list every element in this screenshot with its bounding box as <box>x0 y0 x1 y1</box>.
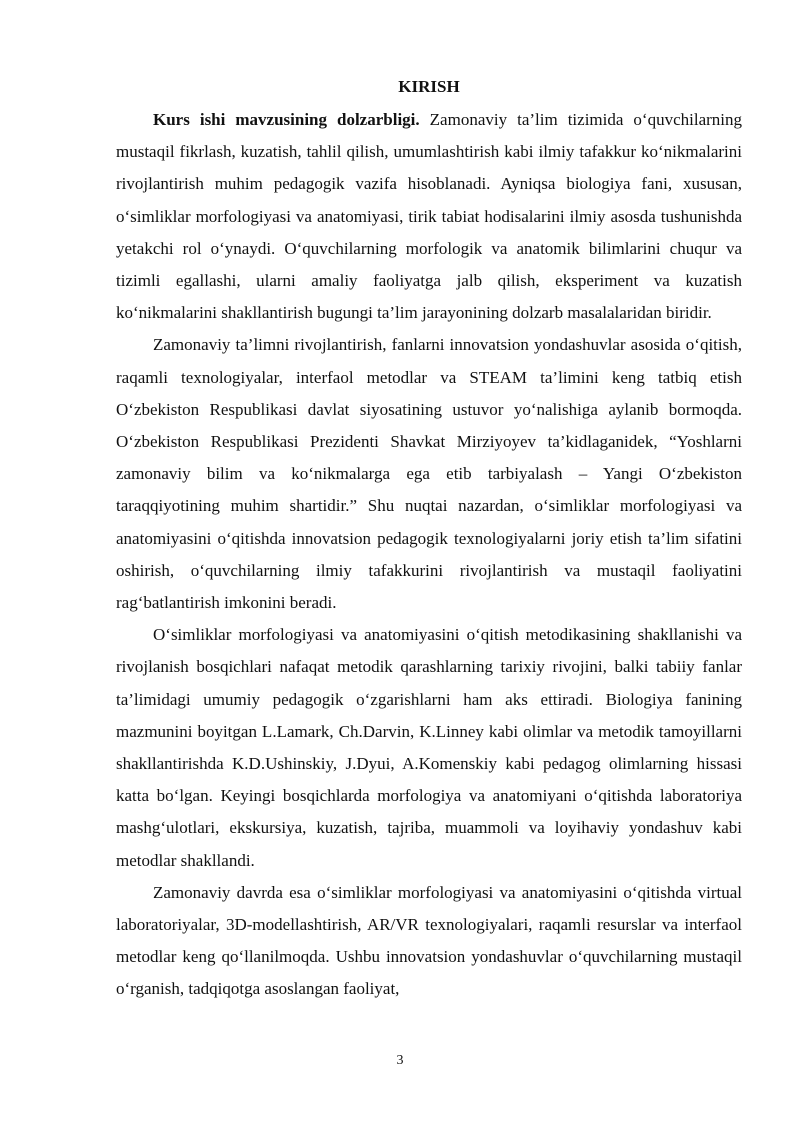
paragraph-text: Zamonaviy davrda esa o‘simliklar morfologiyasi va anatomiyasini o‘qitishda virtual laboratoriyalar, 3D-modellashtirish, AR/VR texnologiyalari, raqamli resurslar va interfaol metodlar keng qo‘llanilmoqda. Ushbu innovatsion yondashuvlar o‘quvchilarning mustaqil o‘rganish, tadqiqotga asoslangan faoliyat, <box>116 882 742 999</box>
page-number: 3 <box>396 1053 404 1068</box>
paragraph-innovative-approaches <box>116 877 742 1006</box>
document-page <box>116 74 742 1006</box>
paragraph-modern-education <box>116 329 742 619</box>
paragraph-text: O‘simliklar morfologiyasi va anatomiyasini o‘qitish metodikasining shakllanishi va rivojlanish bosqichlari nafaqat metodik qarashlarning tarixiy rivojini, balki tabiiy fanlar ta’limidagi umumiy pedagogik o‘zgarishlarni ham aks ettiradi. Biologiya fanining mazmunini boyitgan L.Lamark, Ch.Darvin, K.Linney kabi olimlar va metodik tamoyillarni shakllantirishda K.D.Ushinskiy, J.Dyui, A.Komenskiy kabi pedagog olimlarning hissasi katta bo‘lgan. Keyingi bosqichlarda morfologiya va anatomiyani o‘qitishda laboratoriya mashg‘ulotlari, ekskursiya, kuzatish, tajriba, muammoli va loyihaviy yondashuv kabi metodlar shakllandi. <box>116 625 742 870</box>
paragraph-lead: Kurs ishi mavzusining dolzarbligi. <box>153 110 420 129</box>
paragraph-methodology-history <box>116 619 742 877</box>
section-heading: KIRISH <box>398 77 460 96</box>
paragraph-text: Zamonaviy ta’lim tizimida o‘quvchilarning mustaqil fikrlash, kuzatish, tahlil qilish, umumlashtirish kabi ilmiy tafakkur ko‘nikmalarini rivojlantirish muhim pedagogik vazifa hisoblanadi. Ayniqsa biologiya fani, xususan, o‘simliklar morfologiyasi va anatomiyasi, tirik tabiat hodisalarini ilmiy asosda tushunishda yetakchi rol o‘ynaydi. O‘quvchilarning morfologik va anatomik bilimlarini chuqur va tizimli egallashi, ularni amaliy faoliyatga jalb qilish, eksperiment va kuzatish ko‘nikmalarini shakllantirish bugungi ta’lim jarayonining dolzarb masalalaridan biridir. <box>116 110 742 323</box>
paragraph-text: Zamonaviy ta’limni rivojlantirish, fanlarni innovatsion yondashuvlar asosida o‘qitish, raqamli texnologiyalar, interfaol metodlar va STEAM ta’limini keng tatbiq etish O‘zbekiston Respublikasi davlat siyosatining ustuvor yo‘nalishiga aylanib bormoqda. O‘zbekiston Respublikasi Prezidenti Shavkat Mirziyoyev ta’kidlaganidek, “Yoshlarni zamonaviy bilim va ko‘nikmalarga ega etib tarbiyalash – Yangi O‘zbekiston taraqqiyotining muhim shartidir.” Shu nuqtai nazardan, o‘simliklar morfologiyasi va anatomiyasini o‘qitishda innovatsion pedagogik texnologiyalarni joriy etish ta’lim sifatini oshirish, o‘quvchilarning ilmiy tafakkurini rivojlantirish va mustaqil faoliyatini rag‘batlantirish imkonini beradi. <box>116 335 742 613</box>
paragraph-relevance <box>116 104 742 329</box>
